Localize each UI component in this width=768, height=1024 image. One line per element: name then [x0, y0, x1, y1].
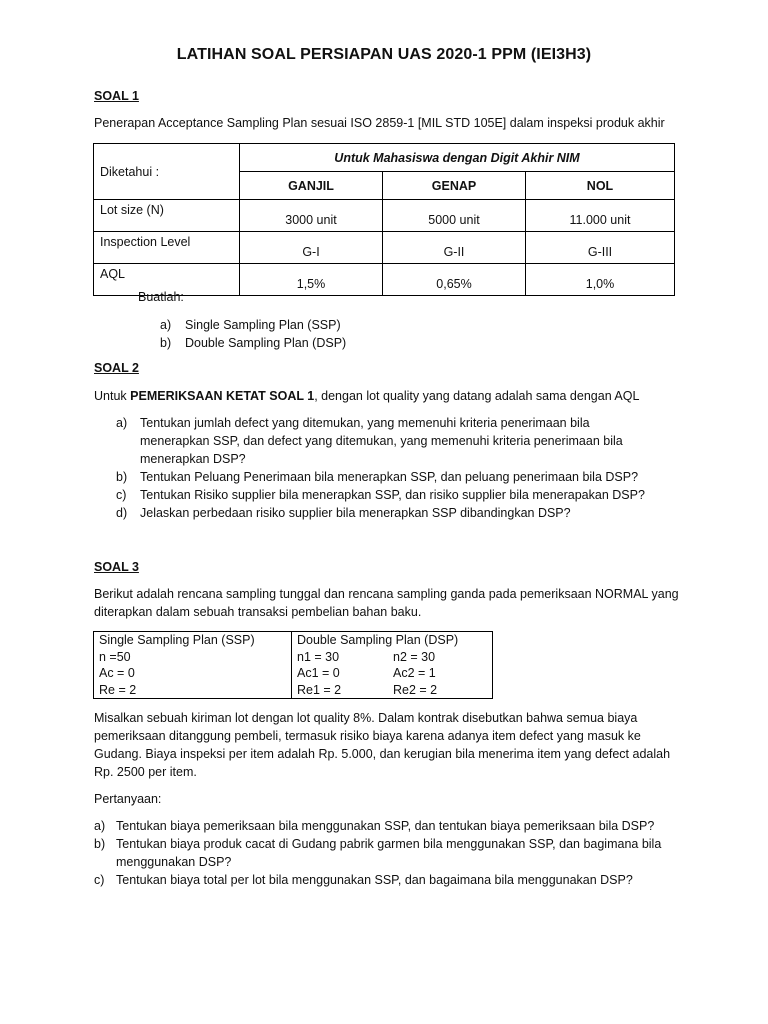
list-marker: b) — [116, 470, 128, 484]
soal1-heading: SOAL 1 — [94, 89, 139, 103]
row-label: Lot size (N) — [94, 200, 240, 232]
list-marker: c) — [94, 873, 105, 887]
list-item — [116, 486, 656, 504]
soal1-intro: Penerapan Acceptance Sampling Plan sesuai ISO 2859-1 [MIL STD 105E] dalam inspeksi produk akhir — [94, 116, 665, 130]
dsp-value: n2 = 30 — [393, 649, 436, 664]
list-item — [94, 817, 679, 835]
soal2-intro-pre: Untuk — [94, 389, 131, 403]
table-cell: G-II — [383, 232, 526, 264]
table-cell: G-I — [240, 232, 383, 264]
table-row — [94, 200, 675, 232]
table-cell: 0,65% — [383, 264, 526, 296]
soal3-list — [94, 817, 679, 889]
dsp-values — [292, 665, 493, 682]
group-header: Untuk Mahasiswa dengan Digit Akhir NIM — [240, 144, 675, 172]
ssp-header: Single Sampling Plan (SSP) — [94, 632, 292, 649]
list-marker: a) — [94, 819, 106, 833]
soal3-paragraph: Misalkan sebuah kiriman lot dengan lot quality 8%. Dalam kontrak disebutkan bahwa semua biaya pemeriksaan ditanggung pembeli, termasuk risiko biaya karena adanya item defect yang masuk ke Gudang. Biaya inspeksi per item adalah Rp. 5.000, dan kerugian bila menerima item yang defect adalah Rp. 2500 per item. — [94, 711, 671, 779]
list-item — [116, 504, 656, 522]
soal1-list — [160, 316, 660, 352]
dsp-values — [292, 649, 493, 666]
soal3-table — [93, 631, 493, 699]
table-cell: 11.000 unit — [526, 200, 675, 232]
list-text: Tentukan biaya produk cacat di Gudang pabrik garmen bila menggunakan SSP, dan bagimana bila menggunakan DSP? — [116, 837, 662, 869]
document-title: LATIHAN SOAL PERSIAPAN UAS 2020-1 PPM (IEI3H3) — [176, 46, 592, 63]
dsp-value: n1 = 30 — [297, 649, 340, 664]
soal1-table — [93, 143, 675, 296]
table-cell: 3000 unit — [240, 200, 383, 232]
list-item — [94, 835, 679, 871]
list-item — [160, 316, 660, 334]
col-header-nol: NOL — [526, 172, 675, 200]
soal2-intro — [94, 387, 679, 405]
list-text: Tentukan Peluang Penerimaan bila menerapkan SSP, dan peluang penerimaan bila DSP? — [140, 470, 639, 484]
list-text: Single Sampling Plan (SSP) — [185, 318, 341, 332]
diketahui-cell: Diketahui : — [94, 144, 240, 200]
list-marker: a) — [160, 318, 172, 332]
table-row — [94, 232, 675, 264]
table-row — [94, 649, 493, 666]
soal2-list — [116, 414, 656, 522]
list-text: Tentukan biaya pemeriksaan bila menggunakan SSP, dan tentukan biaya pemeriksaan bila DSP? — [116, 819, 655, 833]
row-label: Inspection Level — [94, 232, 240, 264]
ssp-value: Ac = 0 — [94, 665, 292, 682]
soal2-heading: SOAL 2 — [94, 361, 139, 375]
list-marker: b) — [160, 336, 172, 350]
buatlah-label: Buatlah: — [138, 290, 184, 304]
dsp-value: Re1 = 2 — [297, 682, 342, 697]
list-text: Double Sampling Plan (DSP) — [185, 336, 347, 350]
dsp-value: Ac2 = 1 — [393, 666, 436, 680]
soal3-heading: SOAL 3 — [94, 560, 139, 574]
list-marker: b) — [94, 837, 106, 851]
table-row — [94, 665, 493, 682]
list-text: Tentukan Risiko supplier bila menerapkan SSP, dan risiko supplier bila menerapakan DSP? — [140, 488, 645, 502]
dsp-value: Re2 = 2 — [393, 682, 438, 697]
soal3-intro: Berikut adalah rencana sampling tunggal dan rencana sampling ganda pada pemeriksaan NORMAL yang diterapkan dalam sebuah transaksi pembelian bahan baku. — [94, 587, 679, 619]
ssp-value: Re = 2 — [94, 682, 292, 699]
list-marker: c) — [116, 488, 127, 502]
list-marker: a) — [116, 416, 128, 430]
list-item — [116, 414, 656, 468]
soal2-intro-bold: PEMERIKSAAN KETAT SOAL 1 — [130, 389, 315, 403]
list-marker: d) — [116, 506, 128, 520]
col-header-genap: GENAP — [383, 172, 526, 200]
dsp-header: Double Sampling Plan (DSP) — [292, 632, 493, 649]
dsp-value: Ac1 = 0 — [297, 666, 340, 680]
table-cell: 5000 unit — [383, 200, 526, 232]
list-item — [160, 334, 660, 352]
ssp-value: n =50 — [94, 649, 292, 666]
dsp-values — [292, 682, 493, 699]
col-header-ganjil: GANJIL — [240, 172, 383, 200]
table-cell: 1,0% — [526, 264, 675, 296]
table-cell: G-III — [526, 232, 675, 264]
table-row — [94, 682, 493, 699]
list-item — [116, 468, 656, 486]
list-text: Jelaskan perbedaan risiko supplier bila menerapkan SSP dibandingkan DSP? — [140, 506, 571, 520]
table-cell: 1,5% — [240, 264, 383, 296]
soal2-intro-post: , dengan lot quality yang datang adalah sama dengan AQL — [314, 389, 640, 403]
list-text: Tentukan biaya total per lot bila menggunakan SSP, dan bagaimana bila menggunakan DSP? — [116, 873, 633, 887]
pertanyaan-label: Pertanyaan: — [94, 792, 162, 806]
row-label: AQL — [94, 264, 240, 296]
list-item — [94, 871, 679, 889]
list-text: Tentukan jumlah defect yang ditemukan, yang memenuhi kriteria penerimaan bila menerapkan SSP, dan defect yang ditemukan, yang memenuhi kriteria penerimaan bila menerapkan DSP? — [140, 416, 623, 466]
